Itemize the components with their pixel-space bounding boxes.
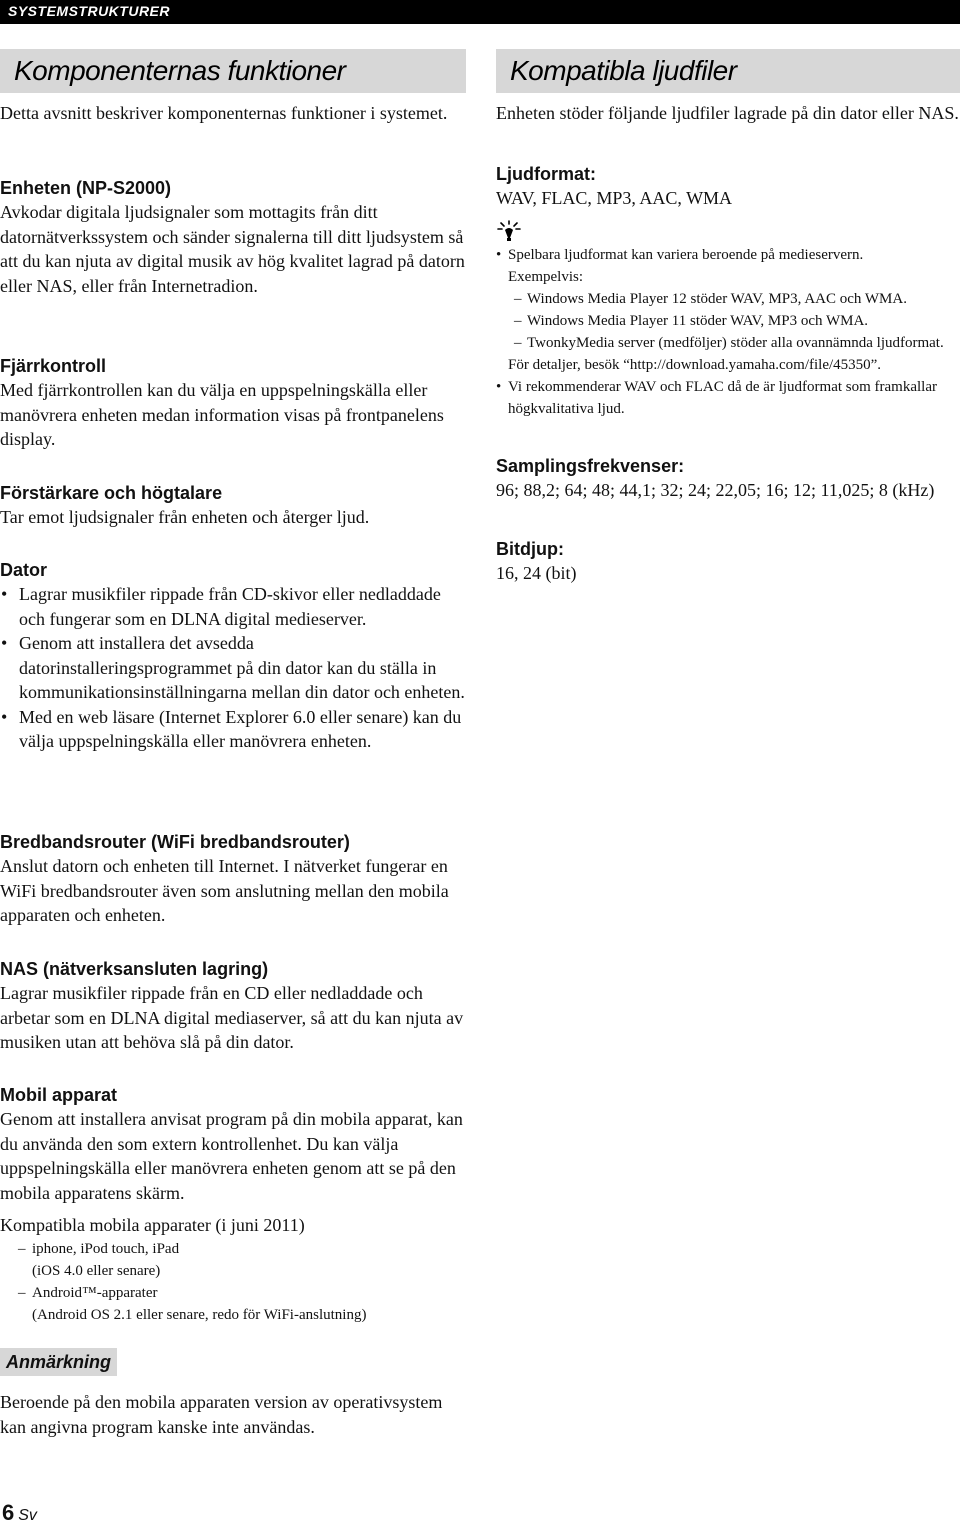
page-number (2, 1500, 37, 1526)
tip-dash-item: – Windows Media Player 11 stöder WAV, MP3 och WMA. (496, 310, 960, 332)
router-heading: Bredbandsrouter (WiFi bredbandsrouter) (0, 832, 350, 852)
right-section-title: Kompatibla ljudfiler (496, 49, 960, 93)
left-intro: Detta avsnitt beskriver komponenternas funktioner i systemet. (0, 103, 448, 123)
list-item: • Lagrar musikfiler rippade från CD-skivor eller nedladdade och fungerar som en DLNA digital medieserver. (0, 582, 466, 631)
tip-example-label: Exempelvis: (508, 269, 583, 285)
page-lang: Sv (18, 1507, 37, 1524)
list-item (496, 244, 960, 288)
tips-list (496, 244, 960, 288)
computer-block (0, 558, 466, 754)
sampling-block (496, 454, 960, 503)
bitdepth-value: 16, 24 (bit) (496, 562, 577, 583)
page-number-value: 6 (2, 1500, 15, 1525)
list-item: • Med en web läsare (Internet Explorer 6.0 eller senare) kan du välja uppspelningskälla eller manövrera enheten. (0, 705, 466, 754)
mobile-compat-title: Kompatibla mobila apparater (i juni 2011) (0, 1215, 305, 1235)
remote-block (0, 354, 466, 452)
tip-dash-item: – TwonkyMedia server (medföljer) stöder alla ovannämnda ljudformat. (496, 332, 960, 354)
format-value: WAV, FLAC, MP3, AAC, WMA (496, 187, 733, 208)
router-text: Anslut datorn och enheten till Internet. I nätverket fungerar en WiFi bredbandsrouter även som anslutning mellan den mobila apparaten och enheten. (0, 856, 449, 925)
tip-lightbulb-icon (496, 220, 522, 242)
mobile-heading: Mobil apparat (0, 1085, 118, 1105)
remote-text: Med fjärrkontrollen kan du välja en uppspelningskälla eller manövrera enheten medan information visas på frontpanelens display. (0, 380, 444, 449)
sampling-heading: Samplingsfrekvenser: (496, 456, 685, 476)
computer-heading: Dator (0, 560, 48, 580)
left-section-title: Komponenternas funktioner (0, 49, 466, 93)
mobile-compat-sub: (Android OS 2.1 eller senare, redo för WiFi-anslutning) (32, 1306, 367, 1323)
mobile-compat-sub: (iOS 4.0 eller senare) (32, 1262, 161, 1279)
nas-block (0, 957, 466, 1055)
tip-bullet-text: Spelbara ljudformat kan variera beroende på medieservern. (508, 247, 864, 263)
nas-text: Lagrar musikfiler rippade från en CD eller nedladdade och arbetar som en DLNA digital mediaserver, så att du kan njuta av musiken utan att behöva slå på din dator. (0, 983, 464, 1052)
list-item: • Vi rekommenderar WAV och FLAC då de är ljudformat som framkallar högkvalitativa ljud. (496, 376, 960, 420)
section-header-label: SYSTEMSTRUKTURER (8, 3, 171, 19)
mobile-compat-name: iphone, iPod touch, iPad (32, 1240, 180, 1257)
unit-heading: Enheten (NP-S2000) (0, 178, 172, 198)
amp-text: Tar emot ljudsignaler från enheten och återger ljud. (0, 507, 370, 527)
right-column (496, 49, 960, 585)
list-item: • Genom att installera det avsedda datorinstalleringsprogrammet på din dator kan du ställa in kommunikationsinställningarna mellan din dator och enheten. (0, 631, 466, 705)
mobile-text: Genom att installera anvisat program på din mobila apparat, kan du använda den som extern kontrollenhet. Du kan välja uppspelningskälla eller manövrera enheten genom att se på den mobila apparatens skärm. (0, 1109, 463, 1203)
format-block (496, 162, 960, 211)
section-header-bar (0, 0, 960, 24)
bitdepth-heading: Bitdjup: (496, 538, 564, 559)
right-intro: Enheten stöder följande ljudfiler lagrade på din dator eller NAS. (496, 103, 959, 123)
router-block (0, 830, 466, 928)
tip-details: För detaljer, besök “http://download.yamaha.com/file/45350”. (508, 357, 882, 373)
note-text: Beroende på den mobila apparaten version av operativsystem kan angivna program kanske inte användas. (0, 1392, 443, 1437)
mobile-compat-name: Android™-apparater (32, 1284, 158, 1301)
mobile-block (0, 1083, 466, 1326)
tip-dash-item: – Windows Media Player 12 stöder WAV, MP3, AAC och WMA. (496, 288, 960, 310)
format-heading: Ljudformat: (496, 163, 596, 184)
remote-heading: Fjärrkontroll (0, 356, 107, 376)
computer-list (0, 582, 466, 754)
mobile-compat-item (0, 1282, 466, 1304)
mobile-compat-item (0, 1238, 466, 1260)
tips-list-2 (496, 376, 960, 420)
bitdepth-block (496, 537, 960, 586)
unit-block (0, 176, 466, 298)
unit-text: Avkodar digitala ljudsignaler som mottagits från ditt datornätverkssystem och sänder signalerna till ditt ljudsystem så att du kan njuta av digital musik av hög kvalitet lagrad på datorn eller NAS, eller från Internetradion. (0, 202, 465, 296)
sampling-value: 96; 88,2; 64; 48; 44,1; 32; 24; 22,05; 16; 12; 11,025; 8 (kHz) (496, 480, 935, 500)
left-column (0, 49, 466, 126)
note-block (0, 1348, 466, 1439)
amp-heading: Förstärkare och högtalare (0, 483, 223, 503)
nas-heading: NAS (nätverksansluten lagring) (0, 959, 269, 979)
amp-block (0, 481, 466, 530)
note-label: Anmärkning (0, 1348, 117, 1376)
